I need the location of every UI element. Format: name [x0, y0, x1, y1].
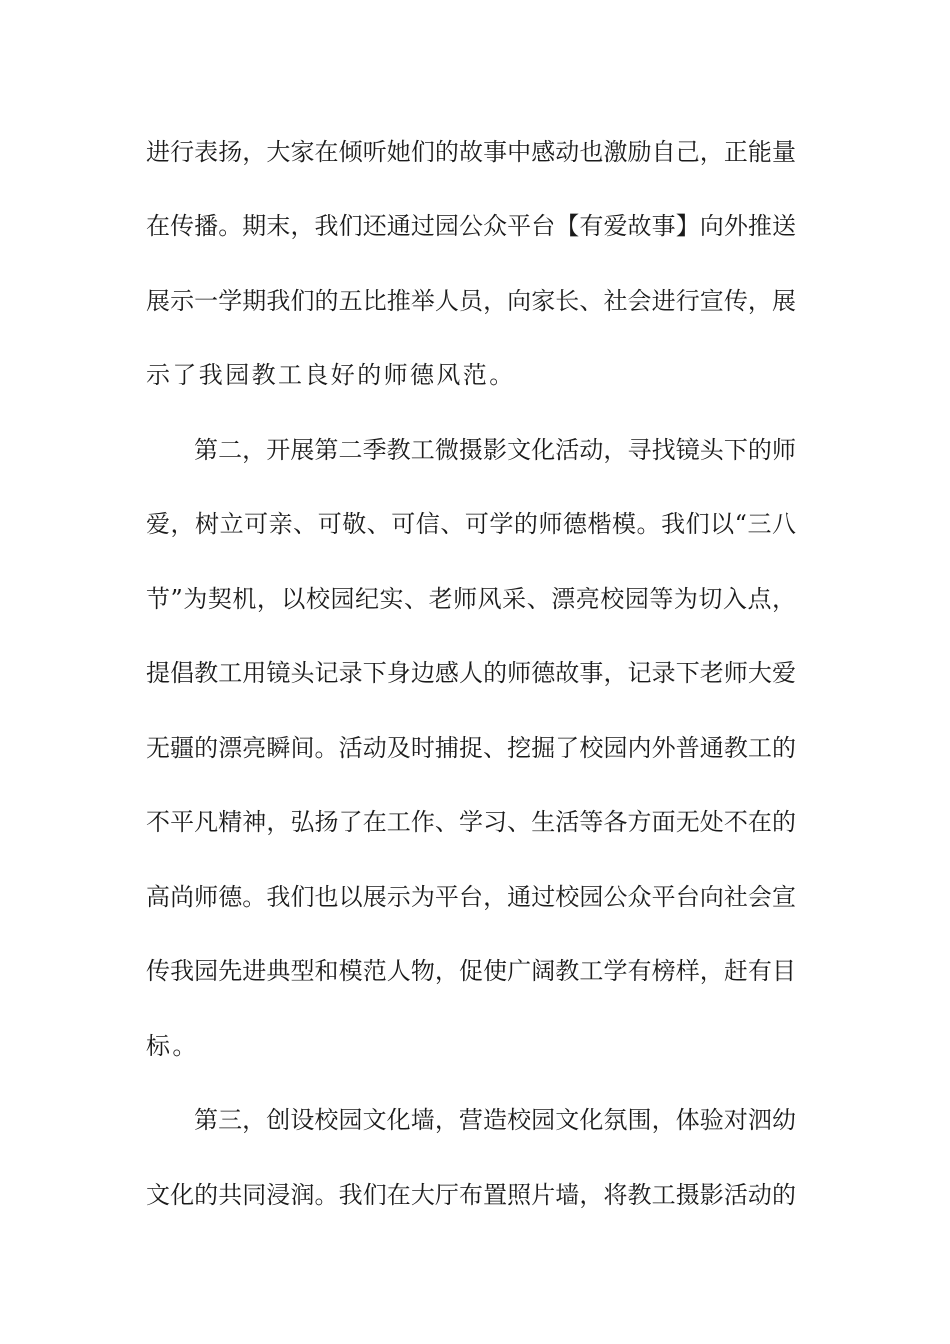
text-line: 展示一学期我们的五比推举人员，向家长、社会进行宣传，展: [146, 287, 796, 315]
text-line: 在传播。期末，我们还通过园公众平台【有爱故事】向外推送: [146, 212, 796, 240]
paragraph-first-line: 第三，创设校园文化墙，营造校园文化氛围，体验对泗幼: [194, 1106, 796, 1134]
text-line: 无疆的漂亮瞬间。活动及时捕捉、挖掘了校园内外普通教工的: [146, 734, 796, 762]
paragraph-first-line: 第二，开展第二季教工微摄影文化活动，寻找镜头下的师: [194, 436, 796, 464]
text-line: 进行表扬，大家在倾听她们的故事中感动也激励自己，正能量: [146, 138, 796, 166]
text-line: 高尚师德。我们也以展示为平台，通过校园公众平台向社会宣: [146, 883, 796, 911]
text-line: 文化的共同浸润。我们在大厅布置照片墙，将教工摄影活动的: [146, 1181, 796, 1209]
text-line: 节”为契机，以校园纪实、老师风采、漂亮校园等为切入点，: [146, 585, 796, 613]
text-line: 标。: [146, 1032, 199, 1060]
text-line: 不平凡精神，弘扬了在工作、学习、生活等各方面无处不在的: [146, 808, 796, 836]
text-line: 传我园先进典型和模范人物，促使广阔教工学有榜样，赶有目: [146, 957, 796, 985]
text-line: 爱，树立可亲、可敬、可信、可学的师德楷模。我们以“三八: [146, 510, 796, 538]
text-line: 示了我园教工良好的师德风范。: [146, 361, 516, 389]
text-line: 提倡教工用镜头记录下身边感人的师德故事，记录下老师大爱: [146, 659, 796, 687]
